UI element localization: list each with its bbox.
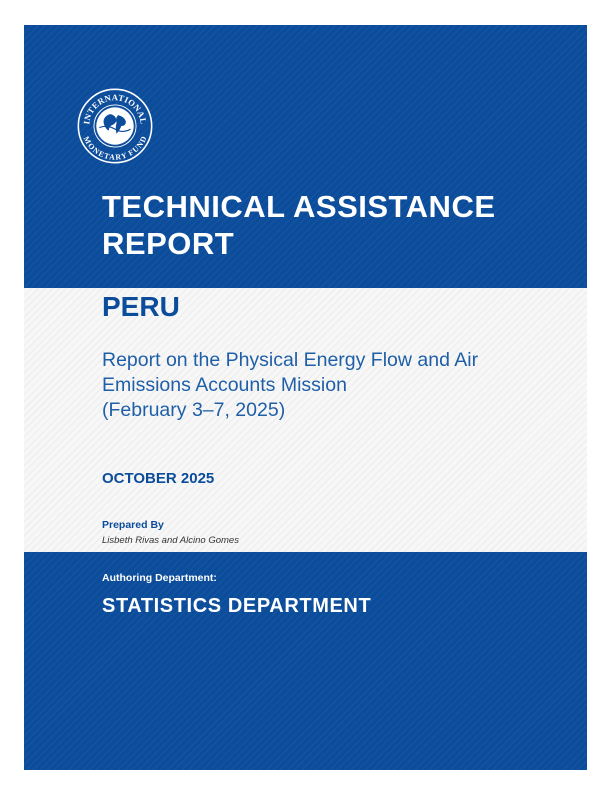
subtitle-line-2: Emissions Accounts Mission <box>102 374 347 396</box>
department-label: Authoring Department: <box>102 572 217 584</box>
report-cover <box>24 25 587 770</box>
subtitle-line-1: Report on the Physical Energy Flow and Air <box>102 349 479 371</box>
report-subtitle <box>102 348 562 423</box>
subtitle-line-3: (February 3–7, 2025) <box>102 399 286 421</box>
report-type-line-1: TECHNICAL ASSISTANCE <box>102 189 496 224</box>
publication-date: OCTOBER 2025 <box>102 470 215 487</box>
report-type-line-2: REPORT <box>102 226 235 261</box>
imf-seal-icon <box>76 87 154 165</box>
authors: Lisbeth Rivas and Alcino Gomes <box>102 535 239 546</box>
prepared-by-label: Prepared By <box>102 519 164 531</box>
cover-bottom-band <box>24 552 587 770</box>
department-name: STATISTICS DEPARTMENT <box>102 595 372 617</box>
report-type-title <box>102 188 572 262</box>
svg-text:MONETARY FUND: MONETARY FUND <box>81 134 149 162</box>
svg-text:INTERNATIONAL: INTERNATIONAL <box>81 92 149 125</box>
country-name: PERU <box>102 291 180 322</box>
